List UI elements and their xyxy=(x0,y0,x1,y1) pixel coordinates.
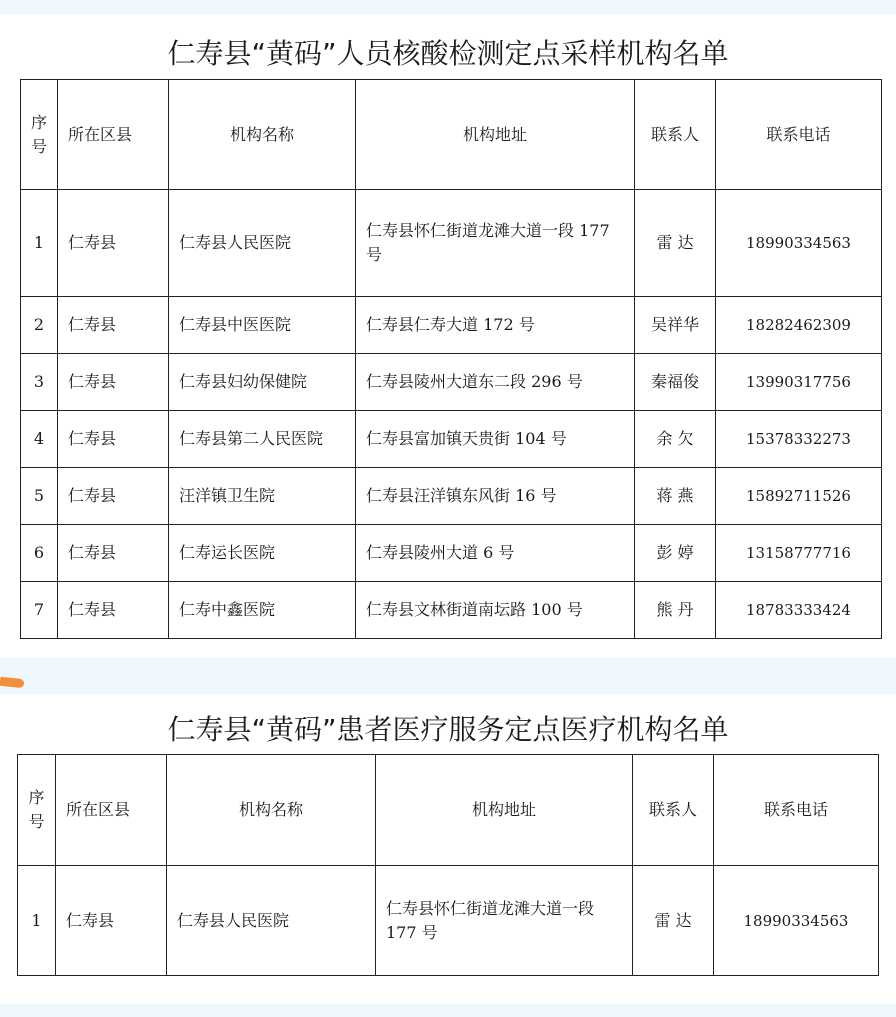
header-phone: 联系电话 xyxy=(716,80,882,190)
cell-district: 仁寿县 xyxy=(58,297,169,354)
header-institution: 机构名称 xyxy=(167,755,376,866)
cell-address: 仁寿县怀仁街道龙滩大道一段 177 号 xyxy=(356,190,635,297)
header-address: 机构地址 xyxy=(376,755,633,866)
table-row xyxy=(18,866,879,976)
cell-address: 仁寿县陵州大道 6 号 xyxy=(356,525,635,582)
cell-phone: 13990317756 xyxy=(716,354,882,411)
table-row xyxy=(21,582,882,639)
cell-contact: 彭 婷 xyxy=(635,525,716,582)
cell-institution: 仁寿县人民医院 xyxy=(167,866,376,976)
cell-address: 仁寿县陵州大道东二段 296 号 xyxy=(356,354,635,411)
table-row xyxy=(21,525,882,582)
table-header-row xyxy=(21,80,882,190)
cell-phone: 15892711526 xyxy=(716,468,882,525)
cell-seq: 1 xyxy=(18,866,56,976)
cell-seq: 4 xyxy=(21,411,58,468)
table-header-row xyxy=(18,755,879,866)
cell-district: 仁寿县 xyxy=(58,525,169,582)
cell-contact: 熊 丹 xyxy=(635,582,716,639)
cell-seq: 5 xyxy=(21,468,58,525)
header-district: 所在区县 xyxy=(56,755,167,866)
cell-phone: 18990334563 xyxy=(716,190,882,297)
header-seq: 序号 xyxy=(21,80,58,190)
cell-phone: 13158777716 xyxy=(716,525,882,582)
header-contact: 联系人 xyxy=(635,80,716,190)
sampling-institutions-table xyxy=(20,79,882,639)
table-row xyxy=(21,411,882,468)
table-row xyxy=(21,468,882,525)
cell-address: 仁寿县仁寿大道 172 号 xyxy=(356,297,635,354)
middle-strip xyxy=(0,658,896,694)
table1-title: 仁寿县“黄码”人员核酸检测定点采样机构名单 xyxy=(167,37,729,70)
table-row xyxy=(21,354,882,411)
cell-address: 仁寿县富加镇天贵街 104 号 xyxy=(356,411,635,468)
cell-phone: 18282462309 xyxy=(716,297,882,354)
cell-district: 仁寿县 xyxy=(58,468,169,525)
cell-institution: 汪洋镇卫生院 xyxy=(169,468,356,525)
cell-institution: 仁寿中鑫医院 xyxy=(169,582,356,639)
table-row xyxy=(21,297,882,354)
cell-address: 仁寿县怀仁街道龙滩大道一段 177 号 xyxy=(376,866,633,976)
cell-phone: 18783333424 xyxy=(716,582,882,639)
cell-contact: 蒋 燕 xyxy=(635,468,716,525)
header-address: 机构地址 xyxy=(356,80,635,190)
table-row xyxy=(21,190,882,297)
cell-seq: 1 xyxy=(21,190,58,297)
cell-institution: 仁寿县妇幼保健院 xyxy=(169,354,356,411)
header-contact: 联系人 xyxy=(633,755,714,866)
cell-seq: 2 xyxy=(21,297,58,354)
cell-address: 仁寿县汪洋镇东风街 16 号 xyxy=(356,468,635,525)
cell-institution: 仁寿县第二人民医院 xyxy=(169,411,356,468)
cell-seq: 6 xyxy=(21,525,58,582)
cell-district: 仁寿县 xyxy=(58,411,169,468)
cell-contact: 余 欠 xyxy=(635,411,716,468)
cell-contact: 秦福俊 xyxy=(635,354,716,411)
cell-seq: 7 xyxy=(21,582,58,639)
cell-contact: 雷 达 xyxy=(635,190,716,297)
cell-address: 仁寿县文林街道南坛路 100 号 xyxy=(356,582,635,639)
medical-service-institutions-table xyxy=(17,754,879,976)
cell-institution: 仁寿县中医医院 xyxy=(169,297,356,354)
cell-contact: 雷 达 xyxy=(633,866,714,976)
bottom-strip xyxy=(0,1004,896,1017)
cell-institution: 仁寿运长医院 xyxy=(169,525,356,582)
cell-district: 仁寿县 xyxy=(56,866,167,976)
header-institution: 机构名称 xyxy=(169,80,356,190)
cell-phone: 18990334563 xyxy=(714,866,879,976)
cell-district: 仁寿县 xyxy=(58,354,169,411)
cell-district: 仁寿县 xyxy=(58,582,169,639)
header-seq: 序号 xyxy=(18,755,56,866)
top-strip xyxy=(0,0,896,14)
cell-institution: 仁寿县人民医院 xyxy=(169,190,356,297)
header-district: 所在区县 xyxy=(58,80,169,190)
cell-seq: 3 xyxy=(21,354,58,411)
table2-title: 仁寿县“黄码”患者医疗服务定点医疗机构名单 xyxy=(167,713,729,746)
cell-contact: 吴祥华 xyxy=(635,297,716,354)
cell-phone: 15378332273 xyxy=(716,411,882,468)
cell-district: 仁寿县 xyxy=(58,190,169,297)
header-phone: 联系电话 xyxy=(714,755,879,866)
